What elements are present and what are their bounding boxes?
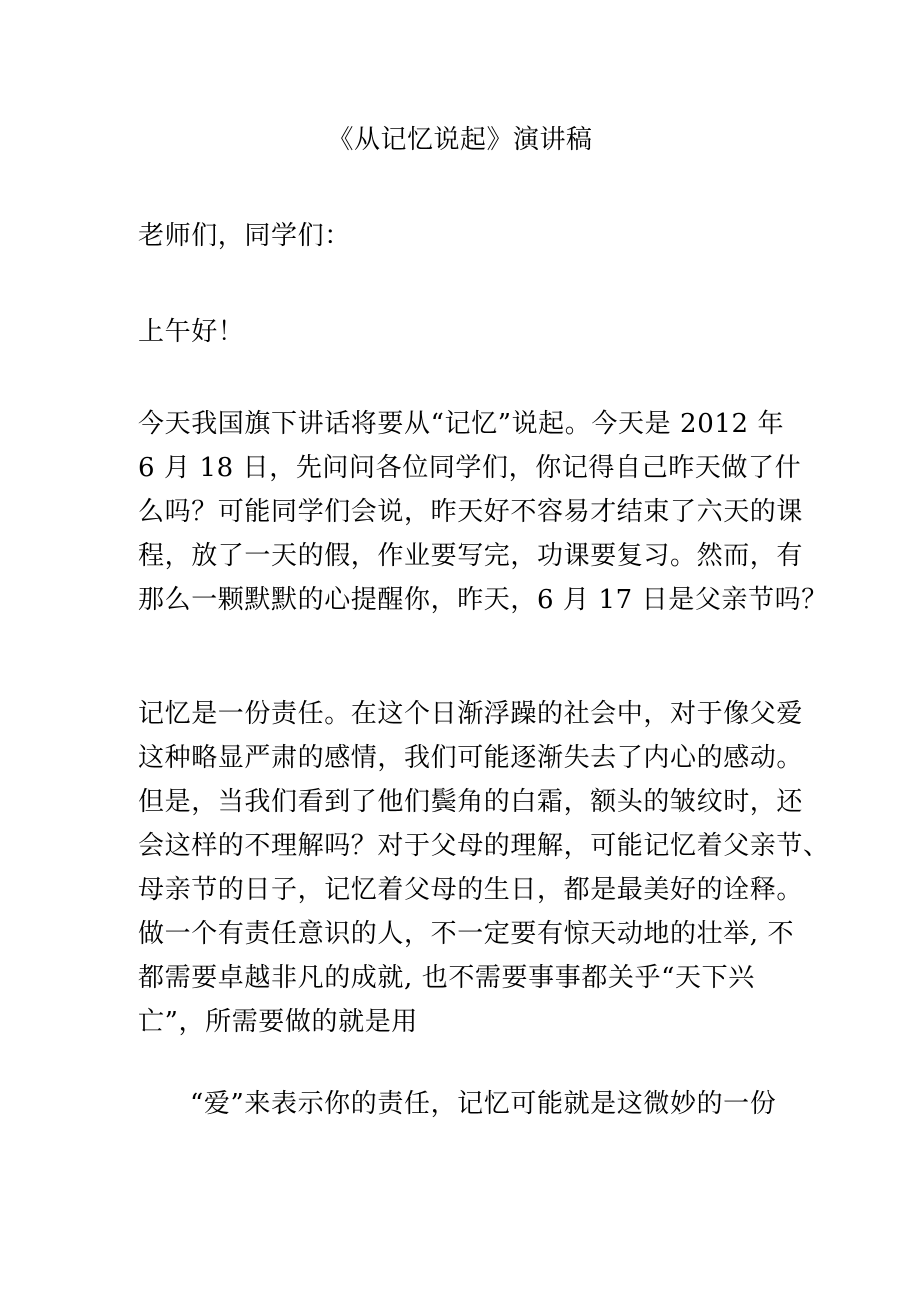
paragraph-1-line: 程，放了一天的假，作业要写完，功课要复习。然而，有 [138,541,804,571]
paragraph-3 [138,1082,798,1126]
paragraph-3-line: “爱”来表示你的责任，记忆可能就是这微妙的一份 [190,1089,777,1119]
paragraph-2-line: 做一个有责任意识的人，不一定要有惊天动地的壮举, 不 [138,919,795,949]
paragraph-1-line: 今天我国旗下讲话将要从“记忆”说起。今天是 2012 年 [138,409,785,439]
paragraph-2-line: 这种略显严肃的感情，我们可能逐渐失去了内心的感动。 [138,743,804,773]
opening-line: 上午好！ [138,317,245,347]
greeting-line: 老师们，同学们： [138,221,351,251]
paragraph-1-line: 6 月 18 日，先问问各位同学们，你记得自己昨天做了什 [138,453,802,483]
paragraph-2-line: 母亲节的日子，记忆着父母的生日，都是最美好的诠释。 [138,875,804,905]
paragraph-2-line: 但是，当我们看到了他们鬓角的白霜，额头的皱纹时，还 [138,787,804,817]
paragraph-2 [138,692,830,1044]
paragraph-2-line: 都需要卓越非凡的成就, 也不需要事事都关乎“天下兴 [138,963,755,993]
paragraph-2-line: 亡”，所需要做的就是用 [138,1007,418,1037]
paragraph-2-line: 记忆是一份责任。在这个日渐浮躁的社会中，对于像父爱 [138,699,804,729]
paragraph-1 [138,402,828,622]
paragraph-1-line: 那么一颗默默的心提醒你，昨天，6 月 17 日是父亲节吗？ [138,585,828,615]
paragraph-1-line: 么吗？可能同学们会说，昨天好不容易才结束了六天的课 [138,497,804,527]
document-title: 《从记忆说起》演讲稿 [327,125,593,155]
paragraph-2-line: 会这样的不理解吗？对于父母的理解，可能记忆着父亲节、 [138,831,830,861]
